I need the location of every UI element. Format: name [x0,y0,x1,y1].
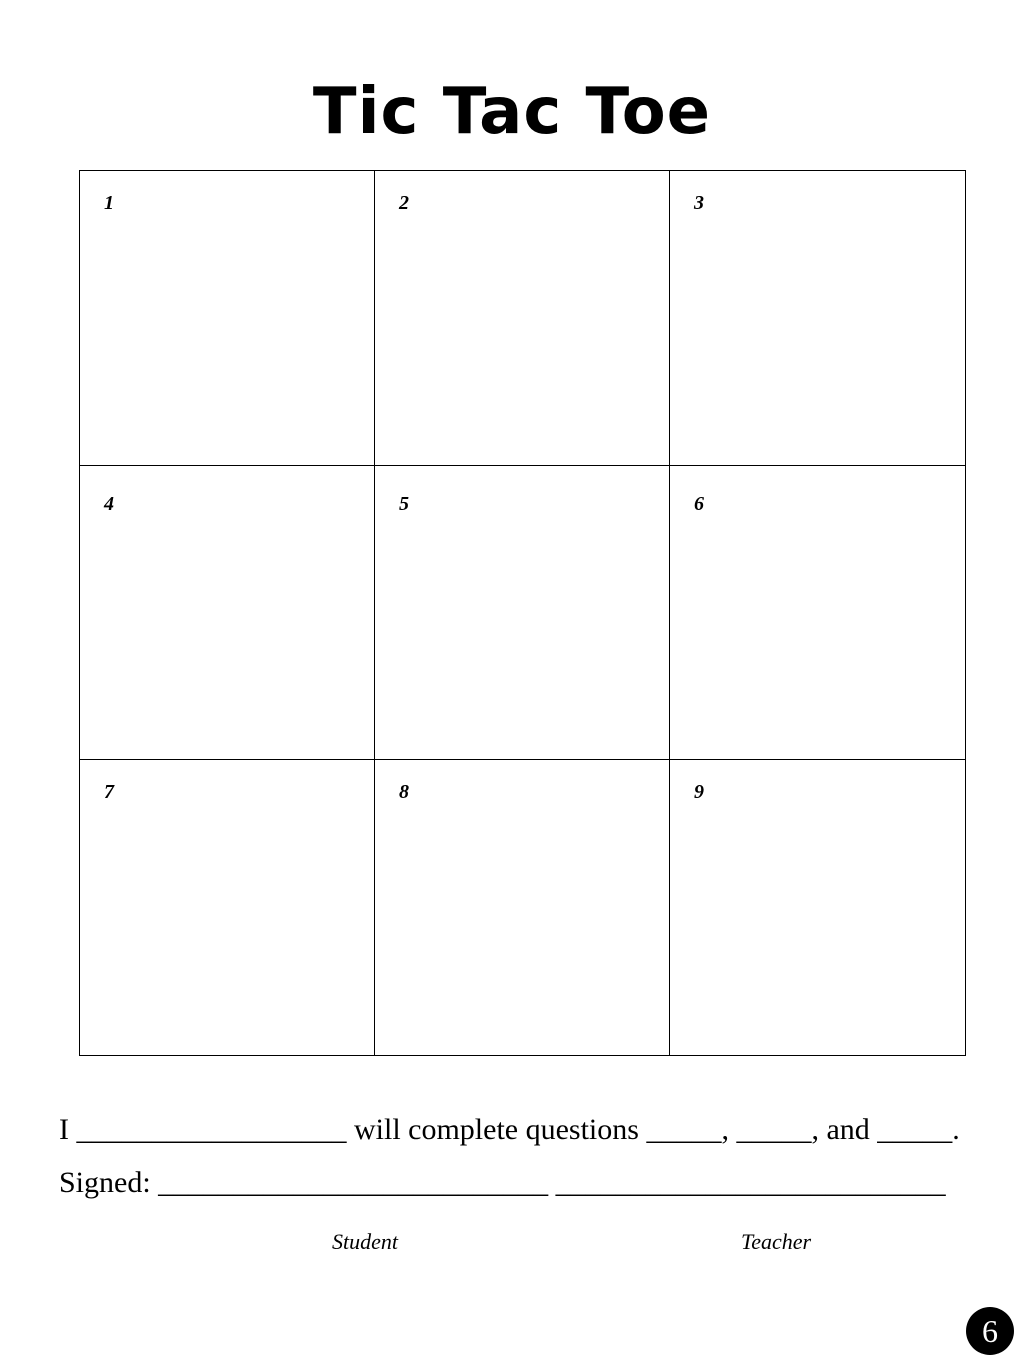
cell-number: 9 [694,781,704,804]
grid-cell-3[interactable] [670,171,965,466]
grid-cell-2[interactable] [375,171,670,466]
cell-number: 1 [104,192,114,214]
cell-number: 4 [104,492,114,515]
page-number-badge: 6 [966,1307,1014,1355]
cell-number: 3 [694,192,704,214]
grid-cell-9[interactable] [670,760,965,1055]
teacher-label: Teacher [741,1229,812,1254]
commitment-statement[interactable]: I __________________ will complete questions _____, _____, and _____. [59,1113,960,1146]
tic-tac-toe-grid [79,170,966,1056]
grid-cell-8[interactable] [375,760,670,1055]
cell-number: 5 [399,492,409,515]
grid-cell-5[interactable] [375,466,670,761]
grid-cell-1[interactable] [80,171,375,466]
cell-number: 8 [399,781,409,804]
student-label: Student [332,1229,398,1254]
cell-number: 2 [399,192,409,214]
cell-number: 6 [694,492,704,515]
signature-line[interactable]: Signed: __________________________ __________________________ [59,1166,946,1199]
cell-number: 7 [104,781,114,804]
page-title: Tic Tac Toe [312,75,712,149]
grid-cell-7[interactable] [80,760,375,1055]
grid-cell-6[interactable] [670,466,965,761]
grid-cell-4[interactable] [80,466,375,761]
